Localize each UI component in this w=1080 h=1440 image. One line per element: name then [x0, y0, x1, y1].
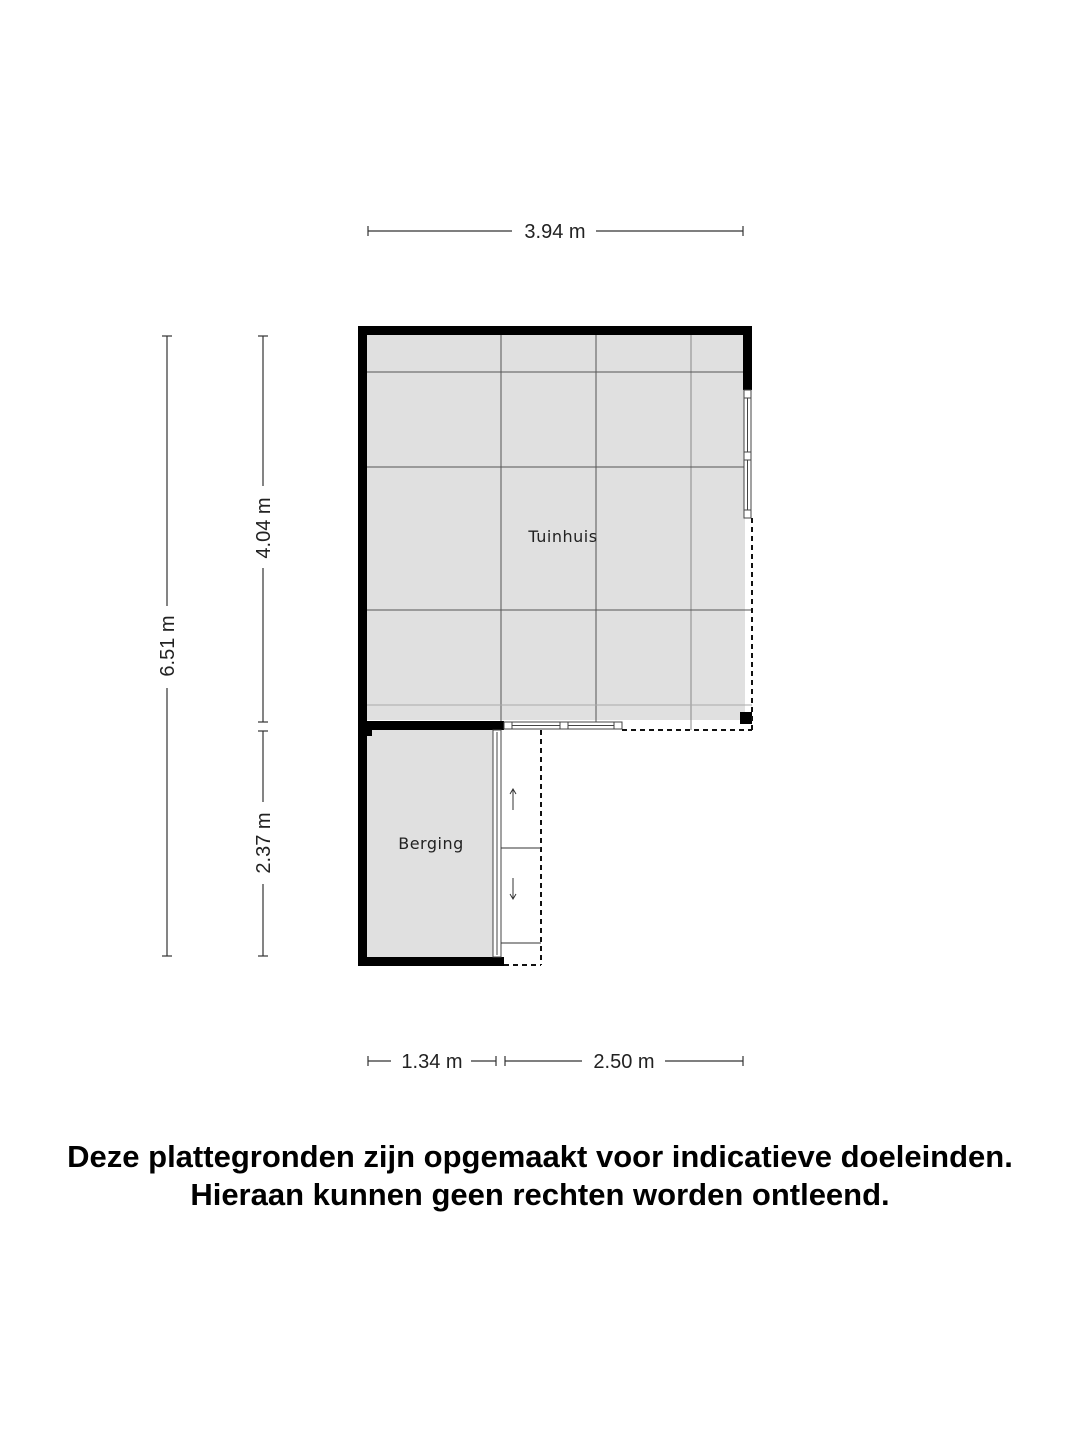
- disclaimer-line-2: Hieraan kunnen geen rechten worden ontleend.: [190, 1177, 890, 1212]
- dimension-berging-height-label: 2.37 m: [253, 812, 275, 874]
- wall-right-upper: [743, 326, 752, 390]
- sliding-door: [493, 730, 501, 957]
- wall-left: [358, 326, 367, 966]
- room-label-berging: Berging: [398, 834, 464, 853]
- dimension-top-label: 3.94 m: [524, 221, 586, 243]
- dimension-bottom-left-label: 1.34 m: [401, 1051, 463, 1073]
- wall-middle: [358, 721, 504, 730]
- dimension-tuinhuis-height-label: 4.04 m: [253, 497, 275, 559]
- small-post: [366, 730, 372, 736]
- window-bottom: [504, 722, 622, 729]
- dimension-total-height-label: 6.51 m: [157, 615, 179, 677]
- disclaimer: [0, 1138, 1080, 1214]
- room-label-tuinhuis: Tuinhuis: [528, 527, 598, 546]
- disclaimer-line-1: Deze plattegronden zijn opgemaakt voor indicatieve doeleinden.: [67, 1139, 1013, 1174]
- corner-post: [740, 712, 752, 724]
- wall-top: [358, 326, 752, 335]
- dimension-bottom-right-label: 2.50 m: [593, 1051, 655, 1073]
- window-right: [744, 390, 751, 518]
- terrace-lines: [501, 789, 541, 943]
- wall-bottom: [358, 957, 504, 966]
